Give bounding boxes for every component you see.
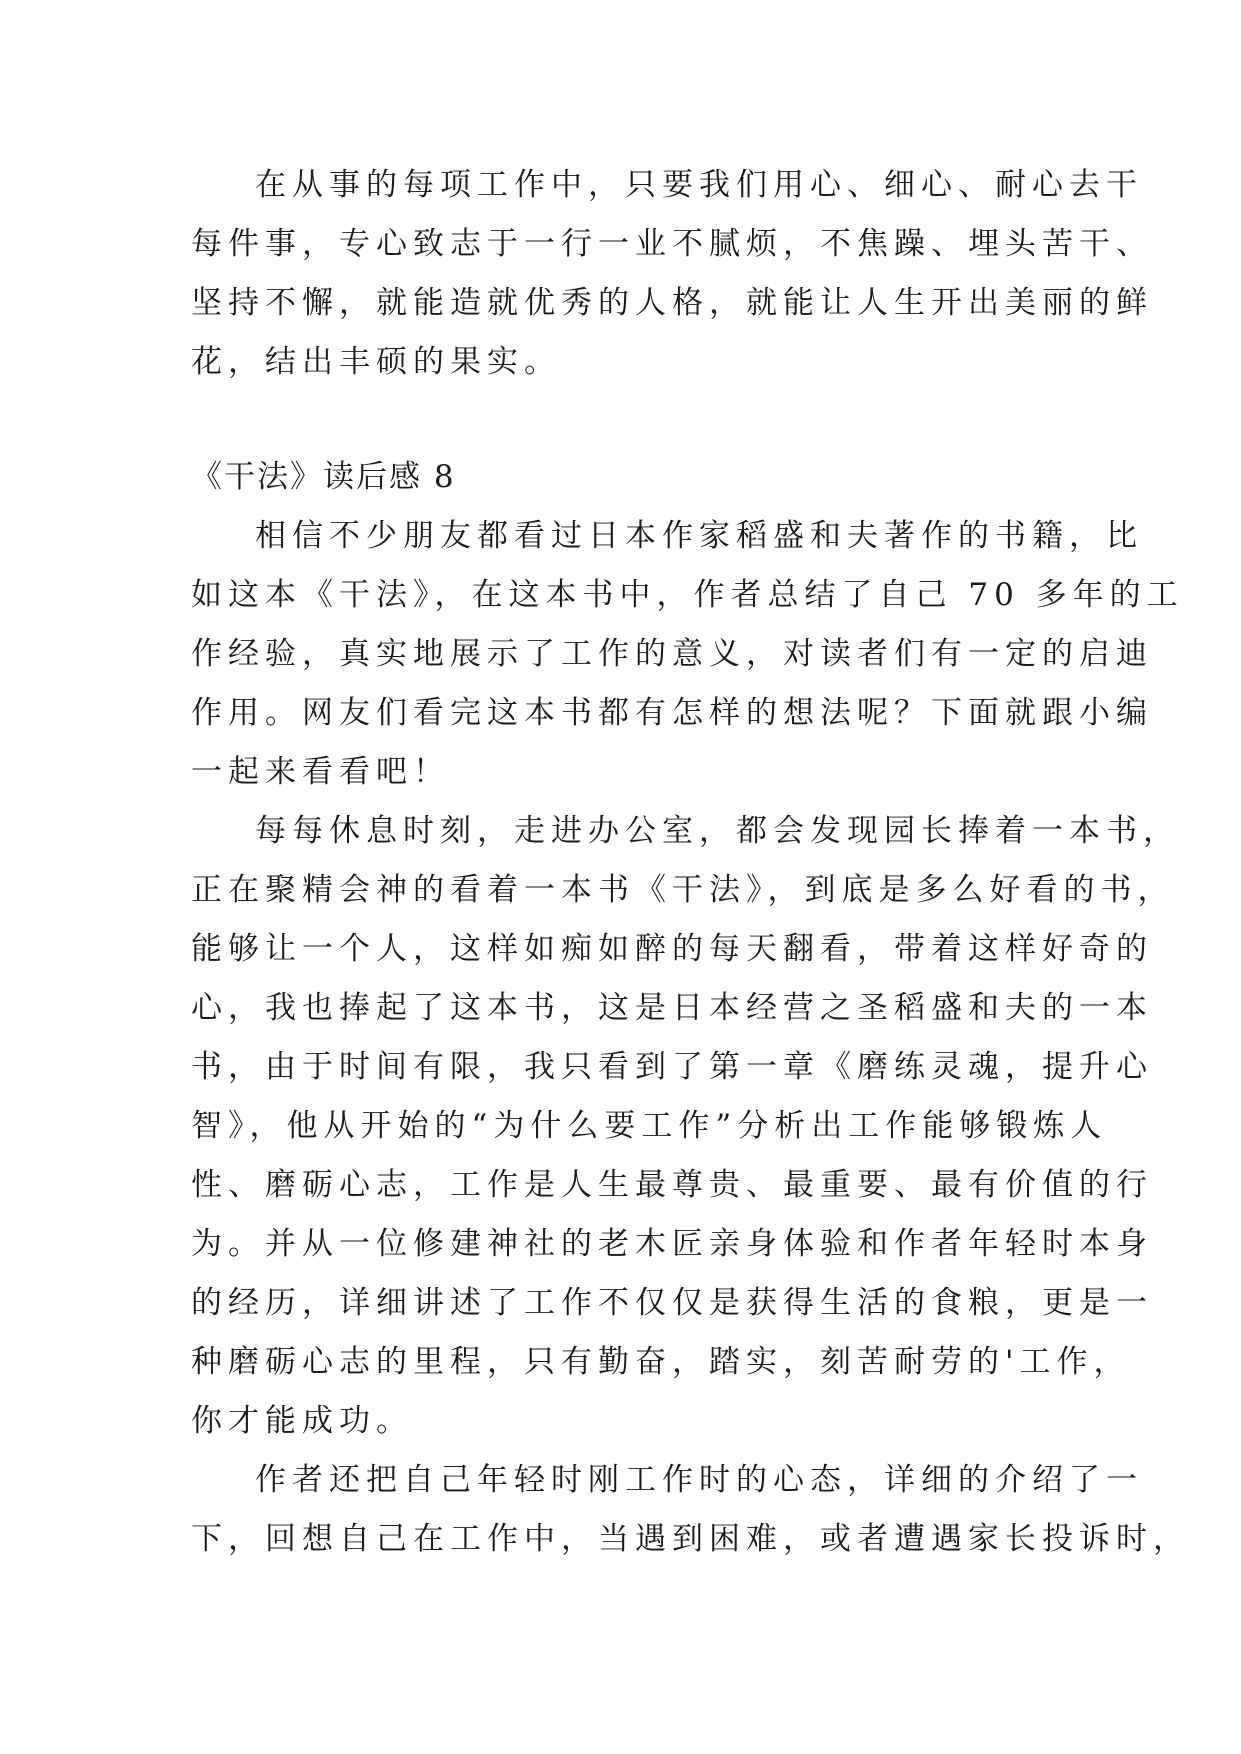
paragraph-3-line-11: 你才能成功。 [191,1403,413,1439]
paragraph-4-line-1: 作者还把自己年轻时刚工作时的心态，详细的介绍了一 [255,1462,1143,1498]
paragraph-3-line-6: 智》，他从开始的“为什么要工作”分析出工作能够锻炼人 [191,1108,1108,1144]
paragraph-3-line-1: 每每休息时刻，走进办公室，都会发现园长捧着一本书， [255,813,1180,849]
paragraph-3-line-7: 性、磨砺心志，工作是人生最尊贵、最重要、最有价值的行 [191,1167,1153,1203]
paragraph-2-line-1: 相信不少朋友都看过日本作家稻盛和夫著作的书籍，比 [255,518,1143,554]
paragraph-3-line-10: 种磨砺心志的里程，只有勤奋，踏实，刻苦耐劳的'工作， [191,1344,1131,1380]
paragraph-4-line-2: 下，回想自己在工作中，当遇到困难，或者遭遇家长投诉时， [191,1521,1190,1557]
paragraph-1-line-1: 在从事的每项工作中，只要我们用心、细心、耐心去干 [255,167,1143,203]
paragraph-3-line-2: 正在聚精会神的看着一本书《干法》，到底是多么好看的书， [191,872,1175,908]
paragraph-1-line-4: 花，结出丰硕的果实。 [191,344,561,380]
paragraph-1-line-3: 坚持不懈，就能造就优秀的人格，就能让人生开出美丽的鲜 [191,285,1153,321]
paragraph-2-line-3: 作经验，真实地展示了工作的意义，对读者们有一定的启迪 [191,636,1153,672]
paragraph-2-line-4: 作用。网友们看完这本书都有怎样的想法呢？下面就跟小编 [191,695,1153,731]
paragraph-2-line-5: 一起来看看吧！ [191,754,450,790]
section-title: 《干法》读后感 8 [191,459,456,495]
paragraph-3-line-4: 心，我也捧起了这本书，这是日本经营之圣稻盛和夫的一本 [191,990,1153,1026]
paragraph-2-line-2: 如这本《干法》，在这本书中，作者总结了自己 70 多年的工 [191,577,1184,613]
paragraph-3-line-3: 能够让一个人，这样如痴如醉的每天翻看，带着这样好奇的 [191,931,1153,967]
paragraph-3-line-8: 为。并从一位修建神社的老木匠亲身体验和作者年轻时本身 [191,1226,1153,1262]
paragraph-1-line-2: 每件事，专心致志于一行一业不腻烦，不焦躁、埋头苦干、 [191,226,1153,262]
paragraph-3-line-5: 书，由于时间有限，我只看到了第一章《磨练灵魂，提升心 [191,1049,1153,1085]
paragraph-3-line-9: 的经历，详细讲述了工作不仅仅是获得生活的食粮，更是一 [191,1285,1153,1321]
